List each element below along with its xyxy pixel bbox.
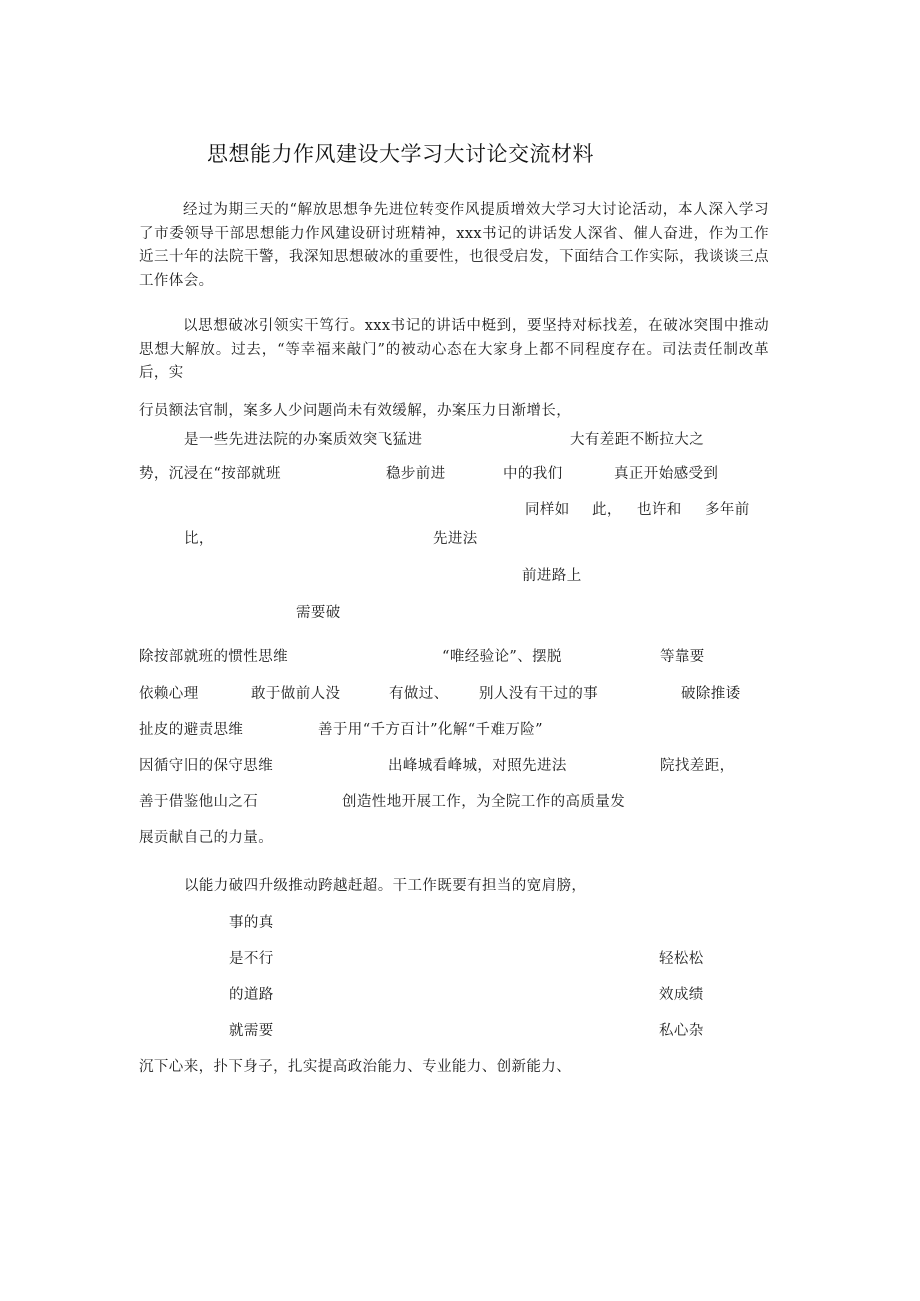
text-fragment: 势，沉浸在“按部就班 <box>139 466 281 482</box>
text-fragment: 沉下心来，扑下身子，扎实提高政治能力、专业能力、创新能力、 <box>139 1059 572 1075</box>
text-fragment: 此， <box>592 502 622 518</box>
text-fragment: 效成绩 <box>659 987 704 1003</box>
text-fragment: 轻松松 <box>659 951 704 967</box>
paragraph-intro: 经过为期三天的“解放思想争先进位转变作风提质增效大学习大讨论活动，本人深入学习了市委领导干部思想能力作风建设研讨班精神，xxx书记的讲话发人深省、催人奋进，作为工作近三十年的法院干警，我深知思想破冰的重要性，也很受启发，下面结合工作实际，我谈谈三点工作体会。 <box>139 202 769 289</box>
text-fragment: 展贡献自己的力量。 <box>139 830 274 846</box>
text-fragment: 先进法 <box>433 531 478 547</box>
text-fragment: 以能力破四升级推动跨越赶超。干工作既要有担当的宽肩膀， <box>184 878 587 894</box>
text-fragment: 院找差距， <box>660 758 735 774</box>
text-fragment: 行员额法官制，案多人少问题尚未有效缓解，办案压力日渐增长， <box>139 403 572 419</box>
document-title: 思想能力作风建设大学习大讨论交流材料 <box>207 142 594 166</box>
text-fragment: 比， <box>184 531 214 547</box>
text-fragment: 前进路上 <box>522 568 582 584</box>
text-fragment: 私心杂 <box>659 1023 704 1039</box>
text-fragment: 中的我们 <box>503 466 563 482</box>
text-fragment: 依赖心理 <box>139 686 199 702</box>
text-fragment: 大有差距不断拉大之 <box>570 432 705 448</box>
text-fragment: 稳步前进 <box>386 466 446 482</box>
text-fragment: 除按部就班的惯性思维 <box>139 649 288 665</box>
text-fragment: 善于用“千方百计”化解“千难万险” <box>318 722 543 738</box>
text-fragment: 多年前 <box>705 502 750 518</box>
text-fragment: 是一些先进法院的办案质效突飞猛进 <box>184 432 423 448</box>
text-fragment: 出峰城看峰城，对照先进法 <box>388 758 567 774</box>
text-fragment: 别人没有干过的事 <box>479 686 599 702</box>
text-fragment: 是不行 <box>229 951 274 967</box>
text-fragment: 就需要 <box>229 1023 274 1039</box>
text-fragment: 同样如 <box>525 502 570 518</box>
text-fragment: 需要破 <box>296 605 341 621</box>
text-fragment: 事的真 <box>229 915 274 931</box>
text-fragment: 破除推诿 <box>681 686 741 702</box>
text-fragment: 敢于做前人没 <box>251 686 341 702</box>
text-fragment: “唯经验论”、摆脱 <box>442 649 562 665</box>
text-fragment: 创造性地开展工作，为全院工作的高质量发 <box>342 794 626 810</box>
text-fragment: 等靠要 <box>660 649 705 665</box>
text-fragment: 也许和 <box>637 502 682 518</box>
paragraph-thinking: 以思想破冰引领实干笃行。xxx书记的讲话中梃到，要坚持对标找差，在破冰突围中推动思想大解放。过去，“等幸福来敲门”的被动心态在大家身上都不同程度存在。司法责任制改革后，实 <box>139 318 769 381</box>
text-fragment: 有做过、 <box>389 686 449 702</box>
text-fragment: 善于借鉴他山之石 <box>139 794 259 810</box>
text-fragment: 真正开始感受到 <box>614 466 719 482</box>
text-fragment: 的道路 <box>229 987 274 1003</box>
text-fragment: 扯皮的避责思维 <box>139 722 244 738</box>
text-fragment: 因循守旧的保守思维 <box>139 758 274 774</box>
